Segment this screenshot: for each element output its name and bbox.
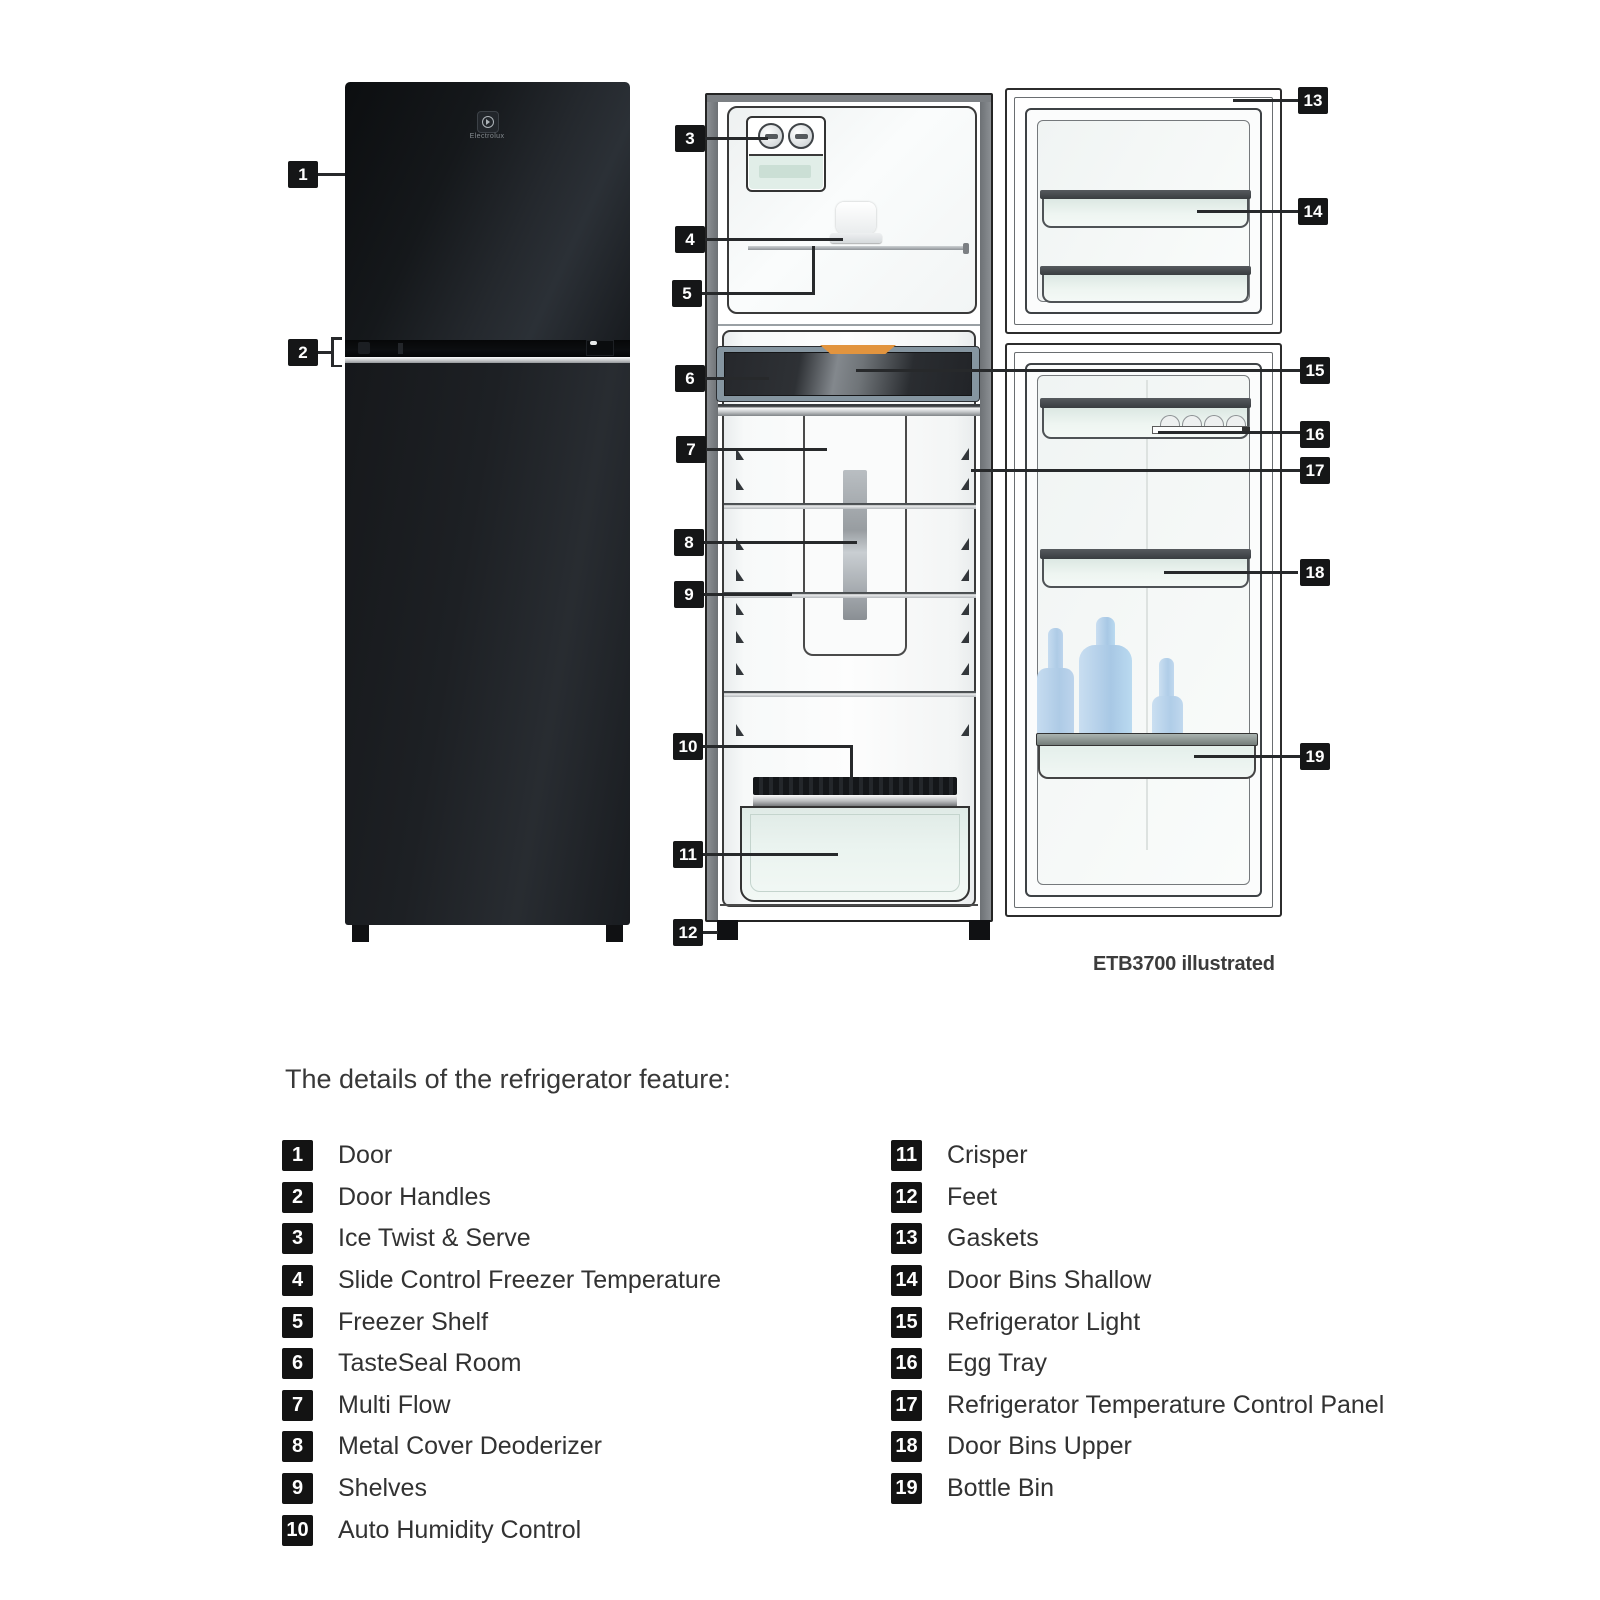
handle-bracket-tick	[331, 337, 342, 340]
ice-twist-serve	[746, 116, 826, 192]
legend-row	[282, 1385, 721, 1427]
legend-label: Auto Humidity Control	[338, 1515, 582, 1544]
callout-17-number: 17	[1305, 460, 1325, 480]
shelf	[724, 503, 976, 509]
leader-line-19	[1194, 755, 1300, 758]
legend-label: Feet	[947, 1182, 998, 1211]
leader-line-16	[1158, 431, 1300, 434]
leader-line-11	[703, 853, 838, 856]
legend-number: 9	[291, 1477, 304, 1500]
callout-19	[1300, 743, 1330, 770]
callout-3	[675, 125, 705, 152]
legend-row	[282, 1260, 721, 1302]
callout-5	[672, 280, 702, 307]
leader-line-5-riser	[812, 246, 815, 294]
leader-line-4	[705, 238, 843, 241]
legend-row	[282, 1426, 721, 1468]
door-bin-upper-body	[1042, 559, 1249, 588]
legend-label: Bottle Bin	[947, 1474, 1055, 1503]
legend-row	[282, 1135, 721, 1177]
legend-number: 3	[291, 1227, 304, 1250]
legend-number-box	[891, 1390, 922, 1421]
legend-number: 2	[291, 1185, 304, 1208]
legend-label: Crisper	[947, 1141, 1028, 1170]
legend-row	[282, 1343, 721, 1385]
leader-line-15	[856, 369, 1300, 372]
bottle	[1159, 658, 1174, 700]
callout-11	[673, 841, 703, 868]
leader-line-8	[704, 541, 857, 544]
cabinet-side-right	[980, 95, 991, 920]
legend-number-box	[891, 1223, 922, 1254]
callout-7	[676, 436, 706, 463]
callout-5-number: 5	[682, 283, 692, 303]
callout-6	[675, 365, 705, 392]
legend-row	[891, 1385, 1384, 1427]
leader-line-3	[705, 137, 768, 140]
legend-row	[891, 1177, 1384, 1219]
bottle-bin-rim	[1036, 733, 1258, 746]
legend-label: Door Bins Shallow	[947, 1266, 1152, 1295]
bottle-bin	[1038, 746, 1256, 779]
legend-number: 14	[895, 1269, 918, 1292]
legend-column-left	[282, 1135, 721, 1551]
legend-label: Door	[338, 1141, 393, 1170]
legend-number-box	[891, 1182, 922, 1213]
legend-row	[891, 1218, 1384, 1260]
bottle	[1048, 628, 1063, 673]
callout-17	[1300, 457, 1330, 484]
shelf	[724, 691, 976, 697]
leader-line-18	[1164, 571, 1298, 574]
legend-number-box	[282, 1223, 313, 1254]
freezer-shelf-endcap	[963, 243, 969, 254]
legend-number-box	[891, 1265, 922, 1296]
callout-11-number: 11	[679, 844, 697, 864]
callout-1-number: 1	[298, 164, 308, 184]
handle-bracket-tick	[331, 365, 342, 368]
legend-number: 17	[895, 1393, 918, 1416]
callout-13	[1298, 87, 1328, 114]
legend-column-right	[891, 1135, 1384, 1509]
legend-number: 16	[895, 1352, 918, 1375]
legend-row	[891, 1426, 1384, 1468]
legend-number: 8	[291, 1435, 304, 1458]
legend-row	[282, 1301, 721, 1343]
foot	[606, 925, 623, 942]
callout-9	[674, 581, 704, 608]
callout-18-number: 18	[1305, 562, 1325, 582]
model-caption: ETB3700 illustrated	[1093, 953, 1275, 975]
callout-7-number: 7	[686, 439, 696, 459]
handle-bracket-mid	[398, 343, 403, 354]
bottle	[1037, 668, 1074, 734]
fridge-lower-door	[345, 363, 630, 925]
legend-number: 6	[291, 1352, 304, 1375]
legend-number-box	[282, 1515, 313, 1546]
leader-line-6	[705, 377, 769, 380]
callout-10	[673, 733, 703, 760]
legend-number: 7	[291, 1393, 304, 1416]
legend-row	[891, 1260, 1384, 1302]
leader-line-13	[1233, 99, 1298, 102]
legend-number: 10	[286, 1518, 309, 1541]
legend-row	[891, 1343, 1384, 1385]
legend-number-box	[282, 1265, 313, 1296]
legend-number: 5	[291, 1310, 304, 1333]
legend-label: Slide Control Freezer Temperature	[338, 1266, 722, 1295]
electrolux-emblem-icon	[482, 116, 494, 128]
callout-16-number: 16	[1305, 424, 1325, 444]
callout-9-number: 9	[684, 584, 694, 604]
leader-line-5	[700, 292, 815, 295]
legend-label: Refrigerator Light	[947, 1307, 1141, 1336]
leader-line-1	[317, 173, 345, 176]
legend-row	[282, 1509, 721, 1551]
legend-number-box	[282, 1307, 313, 1338]
crisper-handle	[753, 795, 957, 806]
legend-label: Multi Flow	[338, 1390, 451, 1419]
legend-number-box	[891, 1307, 922, 1338]
door-bin-shallow-body	[1042, 199, 1249, 228]
handle-bracket-left	[358, 342, 370, 354]
legend-label: Metal Cover Deoderizer	[338, 1432, 602, 1461]
legend-number-box	[891, 1348, 922, 1379]
legend-number-box	[282, 1473, 313, 1504]
legend-row	[891, 1468, 1384, 1510]
refrigerator-light-cover	[820, 345, 896, 354]
callout-18	[1300, 559, 1330, 586]
legend-number-box	[282, 1431, 313, 1462]
callout-15-number: 15	[1305, 360, 1325, 380]
callout-15	[1300, 357, 1330, 384]
callout-19-number: 19	[1305, 746, 1325, 766]
slide-control-freezer-temperature	[836, 202, 876, 234]
legend-label: Egg Tray	[947, 1349, 1048, 1378]
metal-cover-deodorizer-band	[718, 404, 980, 416]
callout-13-number: 13	[1303, 90, 1323, 110]
foot	[969, 920, 990, 940]
leader-line-9	[704, 593, 792, 596]
callout-4-number: 4	[685, 229, 695, 249]
cabinet-top	[707, 95, 991, 102]
leader-line-14	[1197, 210, 1298, 213]
legend-number-box	[282, 1390, 313, 1421]
ice-tray	[749, 154, 823, 189]
legend-number-box	[891, 1431, 922, 1462]
legend-row	[282, 1468, 721, 1510]
door-bin-upper	[1040, 549, 1251, 559]
legend-label: Ice Twist & Serve	[338, 1224, 531, 1253]
legend-number-box	[891, 1140, 922, 1171]
legend-number: 12	[895, 1185, 918, 1208]
callout-4	[675, 226, 705, 253]
legend-number: 19	[895, 1477, 918, 1500]
handle-bracket	[331, 337, 334, 367]
legend-row	[282, 1177, 721, 1219]
electrolux-logo	[477, 111, 499, 133]
cabinet-bottom-line	[720, 904, 978, 906]
callout-1	[288, 161, 318, 188]
freezer-shelf	[748, 246, 967, 250]
legend-title: The details of the refrigerator feature:	[285, 1064, 731, 1094]
callout-2-number: 2	[298, 342, 308, 362]
door-bin-shallow	[1040, 266, 1251, 275]
door-liner-seam	[1146, 380, 1148, 850]
callout-16	[1300, 421, 1330, 448]
ice-twist-knob	[758, 123, 784, 149]
leader-line-12	[703, 931, 718, 934]
callout-2	[288, 339, 318, 366]
callout-6-number: 6	[685, 368, 695, 388]
fridge-door-liner	[1037, 375, 1250, 885]
callout-3-number: 3	[685, 128, 695, 148]
door-bin-shallow-body	[1042, 275, 1249, 303]
legend-row	[282, 1218, 721, 1260]
legend-label: Shelves	[338, 1474, 427, 1503]
legend-label: Gaskets	[947, 1224, 1039, 1253]
legend-label: Door Bins Upper	[947, 1432, 1132, 1461]
tasteseal-drawer	[724, 352, 972, 396]
callout-8-number: 8	[684, 532, 694, 552]
legend-number-box	[282, 1348, 313, 1379]
legend-number: 4	[291, 1269, 304, 1292]
legend-number: 13	[895, 1227, 918, 1250]
legend-row	[891, 1301, 1384, 1343]
bottle	[1152, 696, 1183, 734]
electrolux-wordmark: Electrolux	[469, 133, 505, 140]
egg-tray-bin	[1040, 398, 1251, 408]
legend-number-box	[891, 1473, 922, 1504]
legend-number-box	[282, 1140, 313, 1171]
callout-12-number: 12	[678, 922, 698, 942]
leader-line-10-drop	[850, 745, 853, 778]
legend-label: Refrigerator Temperature Control Panel	[947, 1390, 1385, 1419]
legend-row	[891, 1135, 1384, 1177]
door-bin-shallow	[1040, 190, 1251, 199]
cabinet-side-left	[707, 95, 718, 920]
compartment-divider	[718, 324, 980, 326]
bottle	[1079, 645, 1132, 734]
legend-number: 15	[895, 1310, 918, 1333]
leader-line-10	[703, 745, 853, 748]
callout-14	[1298, 198, 1328, 225]
legend-label: Freezer Shelf	[338, 1307, 489, 1336]
callout-12	[673, 919, 703, 946]
foot	[717, 920, 738, 940]
legend-label: Door Handles	[338, 1182, 491, 1211]
callout-14-number: 14	[1303, 201, 1323, 221]
callout-10-number: 10	[678, 736, 698, 756]
legend-number-box	[282, 1182, 313, 1213]
legend-number: 1	[291, 1144, 304, 1167]
legend-number: 18	[895, 1435, 918, 1458]
leader-line-7	[706, 448, 827, 451]
leader-line-17	[971, 469, 1300, 472]
legend-number: 11	[895, 1144, 918, 1167]
auto-humidity-control-band	[753, 777, 957, 795]
foot	[352, 925, 369, 942]
ice-twist-knob	[788, 123, 814, 149]
callout-8	[674, 529, 704, 556]
legend-label: TasteSeal Room	[338, 1349, 522, 1378]
handle-highlight-dot	[590, 341, 597, 345]
